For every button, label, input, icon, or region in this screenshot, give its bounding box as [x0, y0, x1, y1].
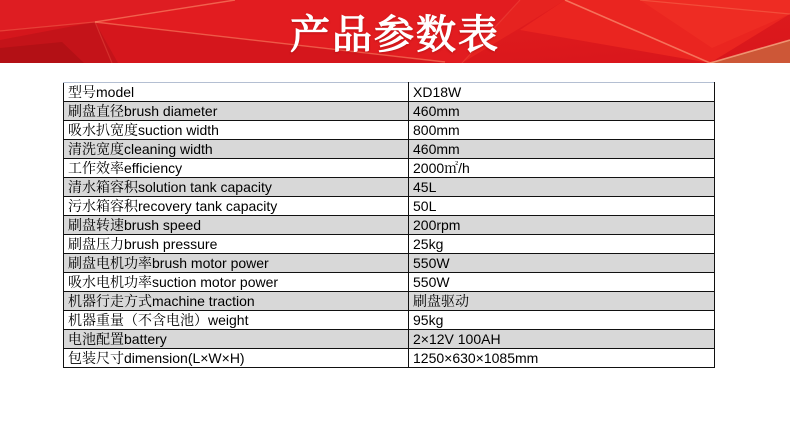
spec-label: 污水箱容积recovery tank capacity [64, 197, 409, 216]
spec-value: 2×12V 100AH [409, 330, 715, 349]
table-row [64, 311, 715, 330]
table-row [64, 102, 715, 121]
spec-label: 刷盘转速brush speed [64, 216, 409, 235]
spec-value: 550W [409, 254, 715, 273]
spec-label: 型号model [64, 83, 409, 102]
banner [0, 0, 790, 63]
spec-label: 刷盘直径brush diameter [64, 102, 409, 121]
spec-value: XD18W [409, 83, 715, 102]
table-row [64, 292, 715, 311]
table-row [64, 235, 715, 254]
table-row [64, 159, 715, 178]
table-row [64, 273, 715, 292]
spec-table [63, 82, 715, 368]
spec-value: 45L [409, 178, 715, 197]
spec-label: 电池配置battery [64, 330, 409, 349]
spec-label: 工作效率efficiency [64, 159, 409, 178]
spec-label: 刷盘电机功率brush motor power [64, 254, 409, 273]
table-row [64, 178, 715, 197]
table-row [64, 121, 715, 140]
spec-label: 机器行走方式machine traction [64, 292, 409, 311]
spec-label: 吸水扒宽度suction width [64, 121, 409, 140]
table-row [64, 349, 715, 368]
spec-value: 800mm [409, 121, 715, 140]
spec-value: 50L [409, 197, 715, 216]
spec-label: 清水箱容积solution tank capacity [64, 178, 409, 197]
spec-value: 95kg [409, 311, 715, 330]
spec-value: 200rpm [409, 216, 715, 235]
spec-value: 2000㎡/h [409, 159, 715, 178]
table-row [64, 330, 715, 349]
spec-label: 包装尺寸dimension(L×W×H) [64, 349, 409, 368]
spec-label: 吸水电机功率suction motor power [64, 273, 409, 292]
spec-label: 清洗宽度cleaning width [64, 140, 409, 159]
table-row [64, 83, 715, 102]
spec-value: 刷盘驱动 [409, 292, 715, 311]
table-row [64, 197, 715, 216]
spec-value: 460mm [409, 140, 715, 159]
table-row [64, 216, 715, 235]
banner-title: 产品参数表 [290, 13, 500, 57]
spec-label: 刷盘压力brush pressure [64, 235, 409, 254]
spec-value: 550W [409, 273, 715, 292]
table-row [64, 140, 715, 159]
spec-value: 25kg [409, 235, 715, 254]
spec-value: 1250×630×1085mm [409, 349, 715, 368]
spec-value: 460mm [409, 102, 715, 121]
table-row [64, 254, 715, 273]
spec-label: 机器重量（不含电池）weight [64, 311, 409, 330]
